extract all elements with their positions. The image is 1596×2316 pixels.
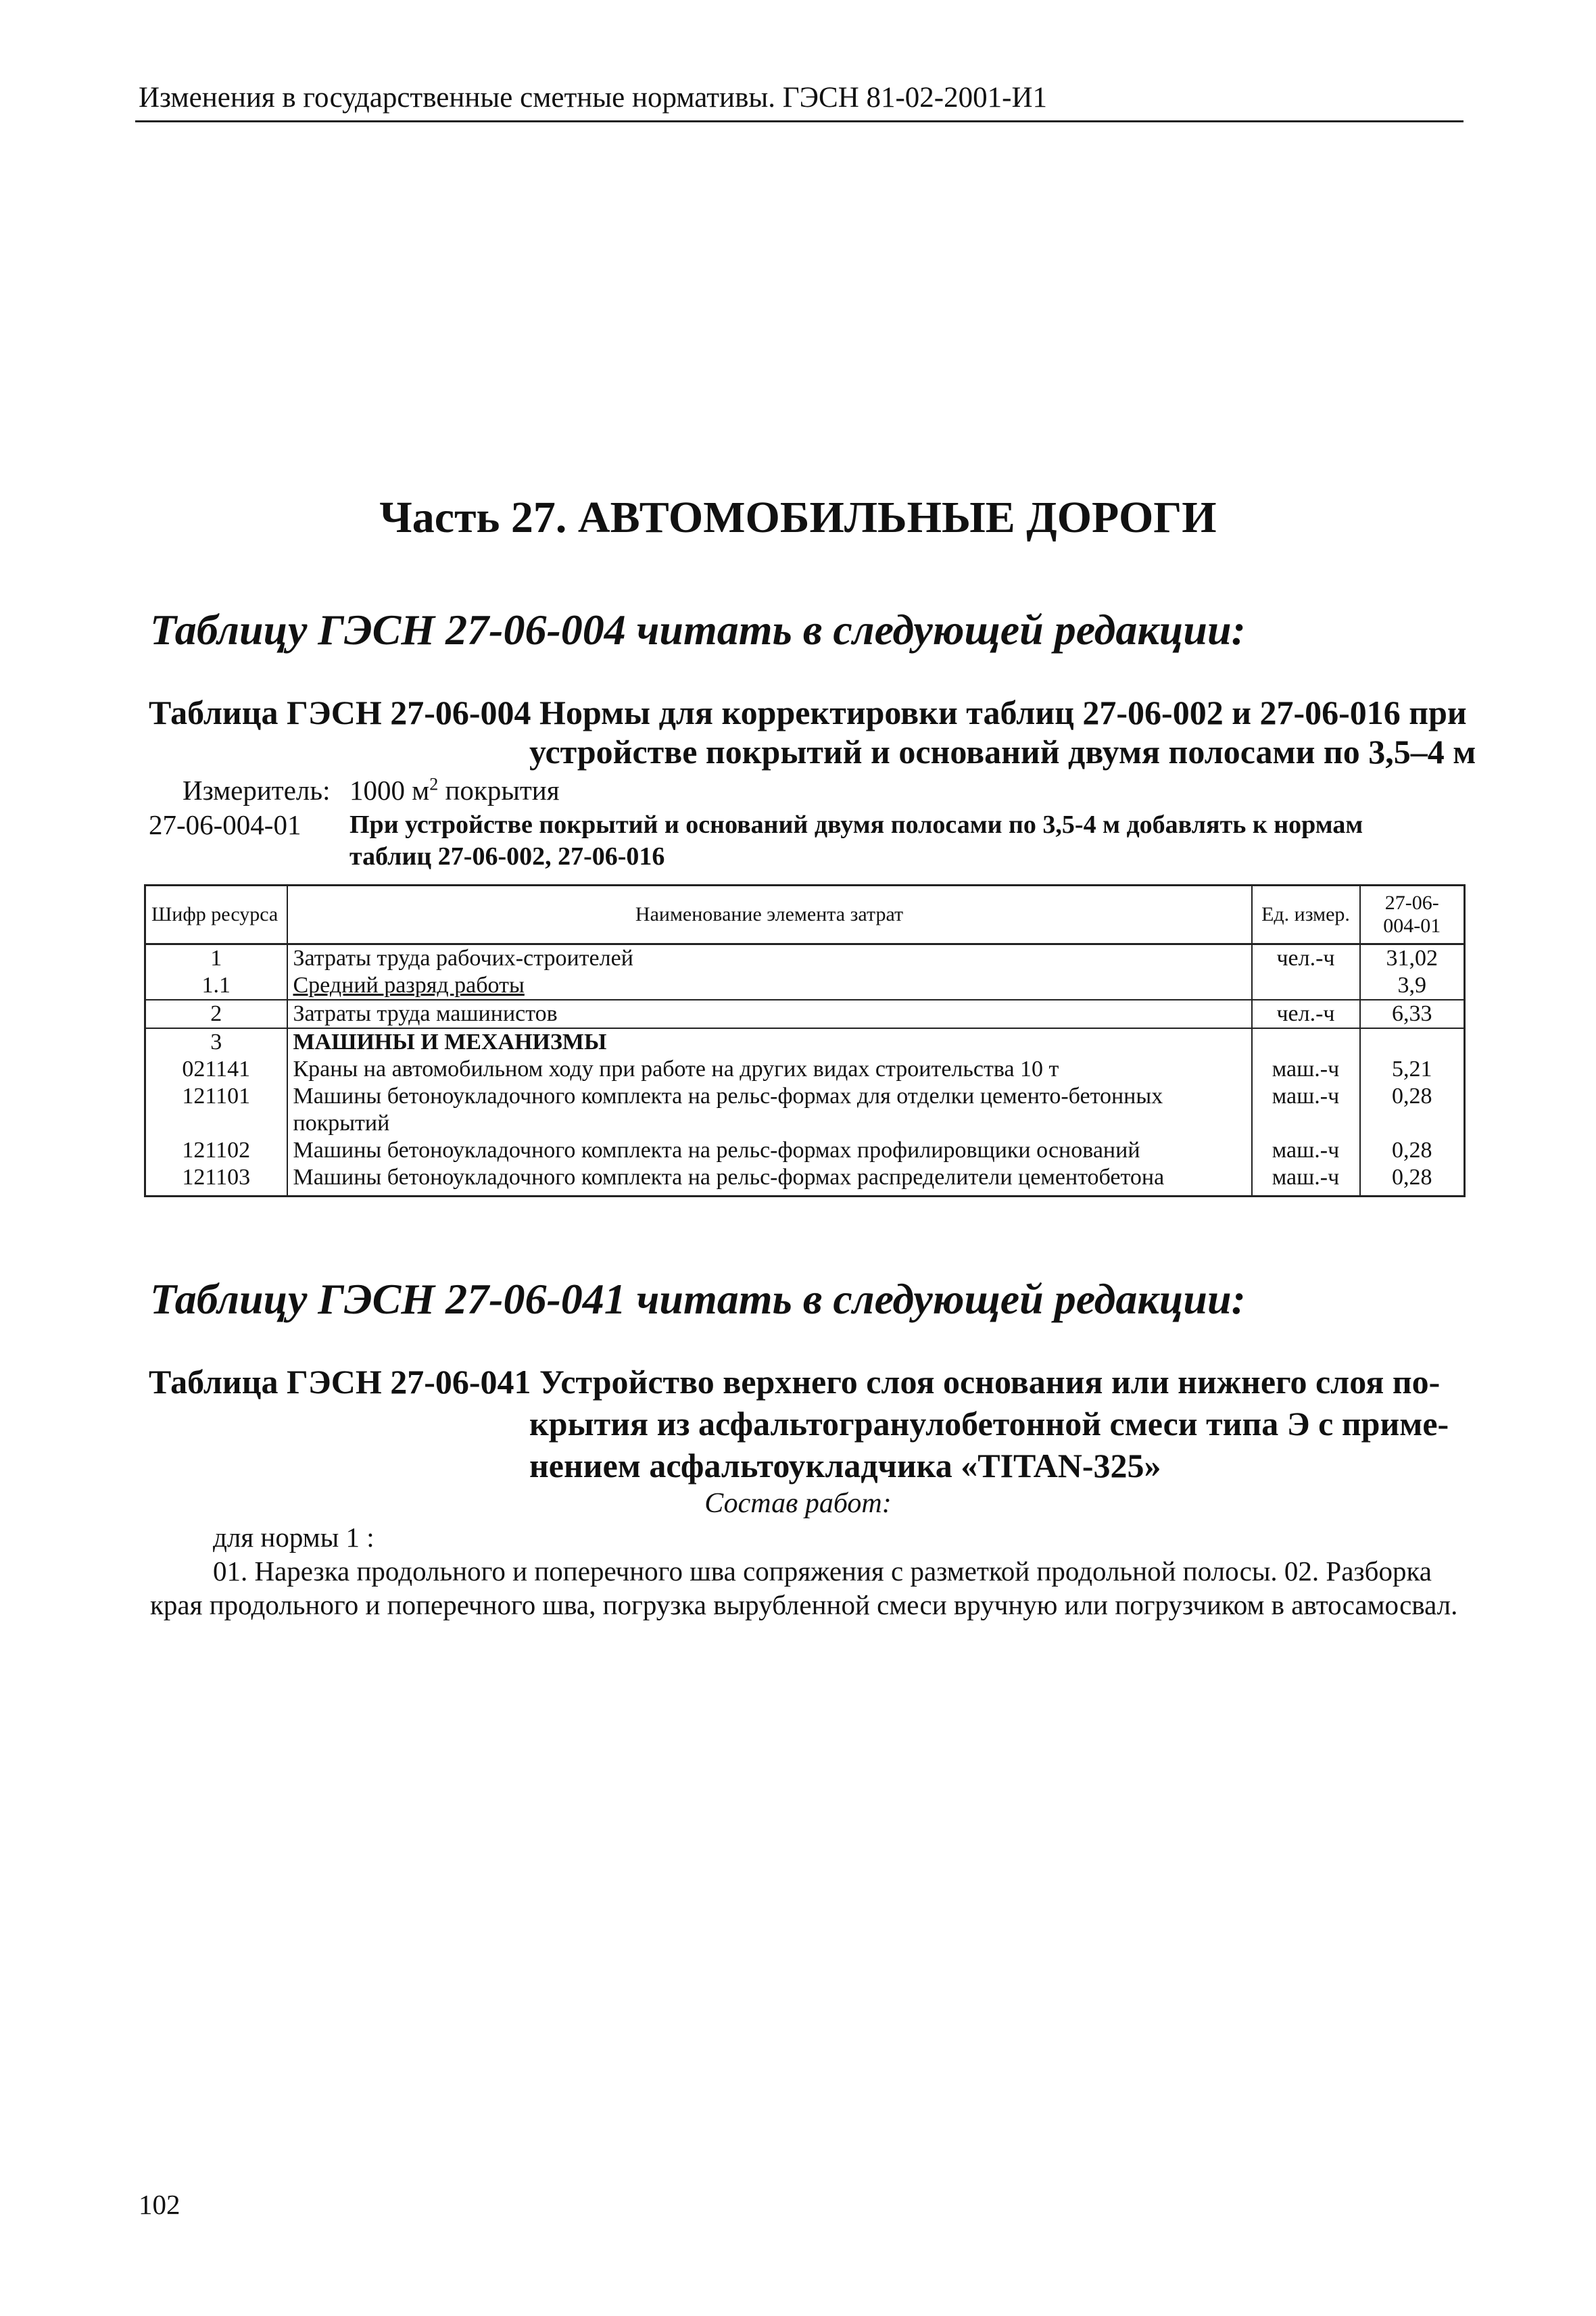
table-row bbox=[145, 1056, 1465, 1083]
row-code: 1.1 bbox=[145, 972, 287, 1000]
part-title: Часть 27. АВТОМОБИЛЬНЫЕ ДОРОГИ bbox=[379, 493, 1217, 542]
header-code: Шифр ресурса bbox=[145, 886, 287, 944]
norms-table bbox=[144, 884, 1466, 1197]
table-header-row bbox=[145, 886, 1465, 944]
table-row bbox=[145, 1028, 1465, 1056]
row-value: 0,28 bbox=[1360, 1164, 1465, 1197]
section1-table-title-line2: устройстве покрытий и оснований двумя полосами по 3,5–4 м bbox=[529, 733, 1476, 771]
row-name: Затраты труда рабочих-строителей bbox=[287, 944, 1252, 973]
row-name: Краны на автомобильном ходу при работе на других видах строительства 10 т bbox=[287, 1056, 1252, 1083]
meter-label: Измеритель: bbox=[183, 775, 331, 806]
row-unit: чел.-ч bbox=[1252, 1000, 1360, 1028]
row-value: 0,28 bbox=[1360, 1137, 1465, 1164]
table-row bbox=[145, 1137, 1465, 1164]
header-norm-line1: 27-06- bbox=[1384, 892, 1439, 914]
header-norm bbox=[1360, 886, 1465, 944]
row-code: 121101 bbox=[145, 1083, 287, 1137]
running-header: Изменения в государственные сметные нормативы. ГЭСН 81-02-2001-И1 bbox=[139, 82, 1048, 114]
header-norm-line2: 004-01 bbox=[1383, 915, 1441, 937]
meter-value-after: покрытия bbox=[438, 775, 560, 806]
header-unit: Ед. измер. bbox=[1252, 886, 1360, 944]
row-value: 0,28 bbox=[1360, 1083, 1465, 1137]
row-unit: маш.-ч bbox=[1252, 1083, 1360, 1137]
row-name: Машины бетоноукладочного комплекта на рельс-формах профилировщики оснований bbox=[287, 1137, 1252, 1164]
table-row bbox=[145, 944, 1465, 973]
meter-value bbox=[349, 774, 560, 806]
row-unit: маш.-ч bbox=[1252, 1164, 1360, 1197]
section1-table-title-line1: Таблица ГЭСН 27-06-004 Нормы для корректировки таблиц 27-06-002 и 27-06-016 при bbox=[149, 694, 1467, 731]
section2-table-title-line3: нением асфальтоукладчика «TITAN-325» bbox=[529, 1447, 1161, 1485]
row-unit bbox=[1252, 1028, 1360, 1056]
row-code: 1 bbox=[145, 944, 287, 973]
row-name: МАШИНЫ И МЕХАНИЗМЫ bbox=[287, 1028, 1252, 1056]
norm-description-line1: При устройстве покрытий и оснований двумя полосами по 3,5-4 м добавлять к нормам bbox=[349, 811, 1363, 839]
section2-heading: Таблицу ГЭСН 27-06-041 читать в следующей редакции: bbox=[150, 1275, 1246, 1323]
table-row bbox=[145, 1000, 1465, 1028]
work-description-line1: 01. Нарезка продольного и поперечного шва сопряжения с разметкой продольной полосы. 02. Разборка bbox=[213, 1555, 1432, 1587]
row-value: 6,33 bbox=[1360, 1000, 1465, 1028]
row-unit: маш.-ч bbox=[1252, 1056, 1360, 1083]
row-unit: чел.-ч bbox=[1252, 944, 1360, 973]
row-name: Машины бетоноукладочного комплекта на рельс-формах для отделки цементо-бетонных покрытий bbox=[287, 1083, 1252, 1137]
row-value bbox=[1360, 1028, 1465, 1056]
row-code: 121103 bbox=[145, 1164, 287, 1197]
norm-description-line2: таблиц 27-06-002, 27-06-016 bbox=[349, 842, 665, 871]
section2-table-title-line1: Таблица ГЭСН 27-06-041 Устройство верхнего слоя основания или нижнего слоя по- bbox=[149, 1363, 1441, 1401]
row-value: 3,9 bbox=[1360, 972, 1465, 1000]
row-name: Затраты труда машинистов bbox=[287, 1000, 1252, 1028]
row-code: 2 bbox=[145, 1000, 287, 1028]
row-value: 31,02 bbox=[1360, 944, 1465, 973]
row-value: 5,21 bbox=[1360, 1056, 1465, 1083]
row-code: 3 bbox=[145, 1028, 287, 1056]
for-norm-label: для нормы 1 : bbox=[213, 1522, 374, 1553]
table-row bbox=[145, 972, 1465, 1000]
page-number: 102 bbox=[139, 2189, 180, 2220]
row-code: 021141 bbox=[145, 1056, 287, 1083]
work-description-line2: края продольного и поперечного шва, погрузка вырубленной смеси вручную или погрузчиком в автосамосвал. bbox=[150, 1589, 1458, 1620]
row-unit: маш.-ч bbox=[1252, 1137, 1360, 1164]
section2-table-title-line2: крытия из асфальтогранулобетонной смеси типа Э с приме- bbox=[529, 1405, 1449, 1443]
section1-heading: Таблицу ГЭСН 27-06-004 читать в следующей редакции: bbox=[150, 606, 1246, 654]
meter-value-before: 1000 м bbox=[349, 775, 430, 806]
row-name: Машины бетоноукладочного комплекта на рельс-формах распределители цементобетона bbox=[287, 1164, 1252, 1197]
table-row bbox=[145, 1083, 1465, 1137]
meter-value-sup: 2 bbox=[429, 774, 439, 794]
table-row bbox=[145, 1164, 1465, 1197]
header-rule bbox=[135, 120, 1464, 122]
header-name: Наименование элемента затрат bbox=[287, 886, 1252, 944]
composition-label: Состав работ: bbox=[704, 1488, 892, 1519]
row-name: Средний разряд работы bbox=[287, 972, 1252, 1000]
norm-code: 27-06-004-01 bbox=[149, 809, 301, 840]
row-code: 121102 bbox=[145, 1137, 287, 1164]
row-unit bbox=[1252, 972, 1360, 1000]
